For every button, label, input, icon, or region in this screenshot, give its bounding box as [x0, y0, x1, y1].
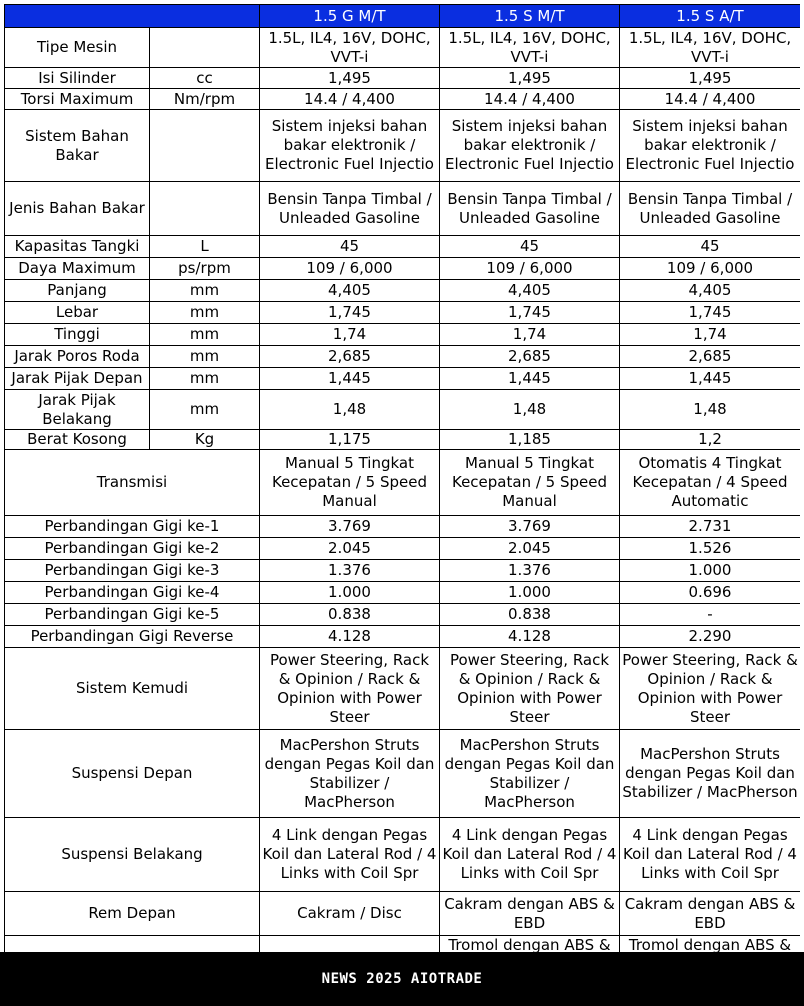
spec-value: 4.128: [260, 626, 440, 648]
spec-row: [5, 516, 801, 538]
spec-value: 45: [260, 236, 440, 258]
spec-row: [5, 390, 801, 430]
spec-label: Perbandingan Gigi ke-3: [5, 560, 260, 582]
spec-value: 4,405: [440, 280, 620, 302]
spec-value: Tromol dengan ABS &: [440, 936, 620, 953]
spec-value: 0.696: [620, 582, 801, 604]
spec-value: 1,74: [260, 324, 440, 346]
spec-value: 4,405: [620, 280, 801, 302]
spec-unit: Kg: [150, 430, 260, 450]
spec-value: 109 / 6,000: [620, 258, 801, 280]
spec-value: 1,175: [260, 430, 440, 450]
spec-value: 1,74: [620, 324, 801, 346]
spec-value: 1,745: [440, 302, 620, 324]
spec-value: Sistem injeksi bahan bakar elektronik / Electronic Fuel Injectio: [260, 110, 440, 182]
spec-value: Otomatis 4 Tingkat Kecepatan / 4 Speed Automatic: [620, 450, 801, 516]
spec-unit: [150, 182, 260, 236]
header-corner: [5, 5, 260, 28]
spec-row: [5, 818, 801, 892]
spec-value: 3.769: [440, 516, 620, 538]
spec-label: Torsi Maximum: [5, 89, 150, 110]
spec-value: [260, 936, 440, 953]
spec-value: 4 Link dengan Pegas Koil dan Lateral Rod / 4 Links with Coil Spr: [440, 818, 620, 892]
watermark-banner: [0, 952, 804, 1006]
spec-value: 4,405: [260, 280, 440, 302]
spec-label: Perbandingan Gigi Reverse: [5, 626, 260, 648]
spec-row: [5, 730, 801, 818]
spec-value: 1.526: [620, 538, 801, 560]
spec-label: Tinggi: [5, 324, 150, 346]
spec-unit: Nm/rpm: [150, 89, 260, 110]
spec-value: 4 Link dengan Pegas Koil dan Lateral Rod / 4 Links with Coil Spr: [260, 818, 440, 892]
variant-header: 1.5 G M/T: [260, 5, 440, 28]
spec-value: 1,745: [260, 302, 440, 324]
spec-value: 1.376: [260, 560, 440, 582]
spec-value: 3.769: [260, 516, 440, 538]
spec-value: -: [620, 604, 801, 626]
spec-label: Jenis Bahan Bakar: [5, 182, 150, 236]
spec-value: Tromol dengan ABS &: [620, 936, 801, 953]
spec-label: Perbandingan Gigi ke-2: [5, 538, 260, 560]
variant-header: 1.5 S M/T: [440, 5, 620, 28]
spec-row: [5, 236, 801, 258]
spec-value: MacPershon Struts dengan Pegas Koil dan Stabilizer / MacPherson: [440, 730, 620, 818]
spec-value: 1,48: [620, 390, 801, 430]
spec-value: 1,74: [440, 324, 620, 346]
spec-label: Berat Kosong: [5, 430, 150, 450]
spec-value: Manual 5 Tingkat Kecepatan / 5 Speed Manual: [440, 450, 620, 516]
spec-row: [5, 280, 801, 302]
spec-value: Manual 5 Tingkat Kecepatan / 5 Speed Manual: [260, 450, 440, 516]
spec-label: Jarak Pijak Belakang: [5, 390, 150, 430]
spec-row: [5, 28, 801, 68]
spec-row: [5, 346, 801, 368]
spec-label: Sistem Kemudi: [5, 648, 260, 730]
spec-row: [5, 560, 801, 582]
spec-value: 109 / 6,000: [440, 258, 620, 280]
spec-row: [5, 892, 801, 936]
spec-unit: [150, 28, 260, 68]
spec-value: 1,745: [620, 302, 801, 324]
spec-unit: mm: [150, 302, 260, 324]
spec-label: Perbandingan Gigi ke-1: [5, 516, 260, 538]
spec-value: 2,685: [440, 346, 620, 368]
spec-label: Panjang: [5, 280, 150, 302]
spec-value: 0.838: [440, 604, 620, 626]
spec-value: 2.045: [260, 538, 440, 560]
spec-label: Suspensi Depan: [5, 730, 260, 818]
spec-label: Perbandingan Gigi ke-5: [5, 604, 260, 626]
spec-unit: [150, 110, 260, 182]
spec-row: [5, 936, 801, 953]
spec-value: Power Steering, Rack & Opinion / Rack & Opinion with Power Steer: [620, 648, 801, 730]
spec-value: 14.4 / 4,400: [440, 89, 620, 110]
spec-value: Power Steering, Rack & Opinion / Rack & Opinion with Power Steer: [260, 648, 440, 730]
spec-row: [5, 110, 801, 182]
spec-value: 1,495: [440, 68, 620, 89]
spec-unit: mm: [150, 346, 260, 368]
spec-value: Bensin Tanpa Timbal / Unleaded Gasoline: [620, 182, 801, 236]
spec-unit: cc: [150, 68, 260, 89]
spec-label: Perbandingan Gigi ke-4: [5, 582, 260, 604]
spec-value: Cakram dengan ABS & EBD: [620, 892, 801, 936]
spec-label: Kapasitas Tangki: [5, 236, 150, 258]
spec-value: 1,445: [260, 368, 440, 390]
spec-label: Isi Silinder: [5, 68, 150, 89]
spec-value: 2,685: [620, 346, 801, 368]
spec-value: Bensin Tanpa Timbal / Unleaded Gasoline: [440, 182, 620, 236]
spec-row: [5, 626, 801, 648]
spec-value: 14.4 / 4,400: [620, 89, 801, 110]
spec-sheet: [4, 4, 800, 952]
spec-value: MacPershon Struts dengan Pegas Koil dan Stabilizer / MacPherson: [620, 730, 801, 818]
spec-value: 1,2: [620, 430, 801, 450]
spec-value: 4.128: [440, 626, 620, 648]
spec-unit: ps/rpm: [150, 258, 260, 280]
spec-value: 1.376: [440, 560, 620, 582]
spec-row: [5, 538, 801, 560]
spec-value: 45: [440, 236, 620, 258]
spec-value: 1,495: [620, 68, 801, 89]
spec-label: Lebar: [5, 302, 150, 324]
spec-value: 0.838: [260, 604, 440, 626]
spec-value: Bensin Tanpa Timbal / Unleaded Gasoline: [260, 182, 440, 236]
spec-row: [5, 68, 801, 89]
spec-label: Tipe Mesin: [5, 28, 150, 68]
spec-value: Power Steering, Rack & Opinion / Rack & Opinion with Power Steer: [440, 648, 620, 730]
spec-row: [5, 582, 801, 604]
spec-value: 1.5L, IL4, 16V, DOHC, VVT-i: [620, 28, 801, 68]
spec-label: Transmisi: [5, 450, 260, 516]
spec-label: Jarak Poros Roda: [5, 346, 150, 368]
spec-row: [5, 604, 801, 626]
spec-row: [5, 368, 801, 390]
spec-row: [5, 302, 801, 324]
spec-value: 2.290: [620, 626, 801, 648]
spec-value: 2.731: [620, 516, 801, 538]
spec-row: [5, 430, 801, 450]
spec-row: [5, 258, 801, 280]
spec-label: Suspensi Belakang: [5, 818, 260, 892]
spec-value: 1,445: [440, 368, 620, 390]
spec-unit: mm: [150, 390, 260, 430]
spec-row: [5, 450, 801, 516]
spec-value: 2,685: [260, 346, 440, 368]
spec-value: 1.5L, IL4, 16V, DOHC, VVT-i: [440, 28, 620, 68]
spec-value: 109 / 6,000: [260, 258, 440, 280]
spec-value: 1.5L, IL4, 16V, DOHC, VVT-i: [260, 28, 440, 68]
spec-label: Jarak Pijak Depan: [5, 368, 150, 390]
spec-value: 2.045: [440, 538, 620, 560]
spec-unit: mm: [150, 368, 260, 390]
spec-row: [5, 182, 801, 236]
spec-value: 4 Link dengan Pegas Koil dan Lateral Rod / 4 Links with Coil Spr: [620, 818, 801, 892]
spec-label: Rem Depan: [5, 892, 260, 936]
spec-unit: mm: [150, 280, 260, 302]
spec-value: 1,48: [440, 390, 620, 430]
spec-unit: L: [150, 236, 260, 258]
spec-row: [5, 89, 801, 110]
spec-value: Cakram dengan ABS & EBD: [440, 892, 620, 936]
spec-value: 1,445: [620, 368, 801, 390]
spec-value: Sistem injeksi bahan bakar elektronik / Electronic Fuel Injectio: [440, 110, 620, 182]
spec-row: [5, 324, 801, 346]
spec-value: 1,185: [440, 430, 620, 450]
spec-value: 1,495: [260, 68, 440, 89]
spec-value: Cakram / Disc: [260, 892, 440, 936]
spec-value: Sistem injeksi bahan bakar elektronik / Electronic Fuel Injectio: [620, 110, 801, 182]
spec-value: 45: [620, 236, 801, 258]
spec-label: [5, 936, 260, 953]
spec-value: 1,48: [260, 390, 440, 430]
watermark-text: NEWS 2025 AIOTRADE: [321, 971, 483, 987]
spec-value: MacPershon Struts dengan Pegas Koil dan Stabilizer / MacPherson: [260, 730, 440, 818]
spec-value: 14.4 / 4,400: [260, 89, 440, 110]
spec-label: Sistem Bahan Bakar: [5, 110, 150, 182]
spec-value: 1.000: [260, 582, 440, 604]
spec-value: 1.000: [620, 560, 801, 582]
header-row: [5, 5, 801, 28]
spec-unit: mm: [150, 324, 260, 346]
spec-value: 1.000: [440, 582, 620, 604]
spec-table: [4, 4, 800, 952]
variant-header: 1.5 S A/T: [620, 5, 801, 28]
spec-row: [5, 648, 801, 730]
spec-label: Daya Maximum: [5, 258, 150, 280]
